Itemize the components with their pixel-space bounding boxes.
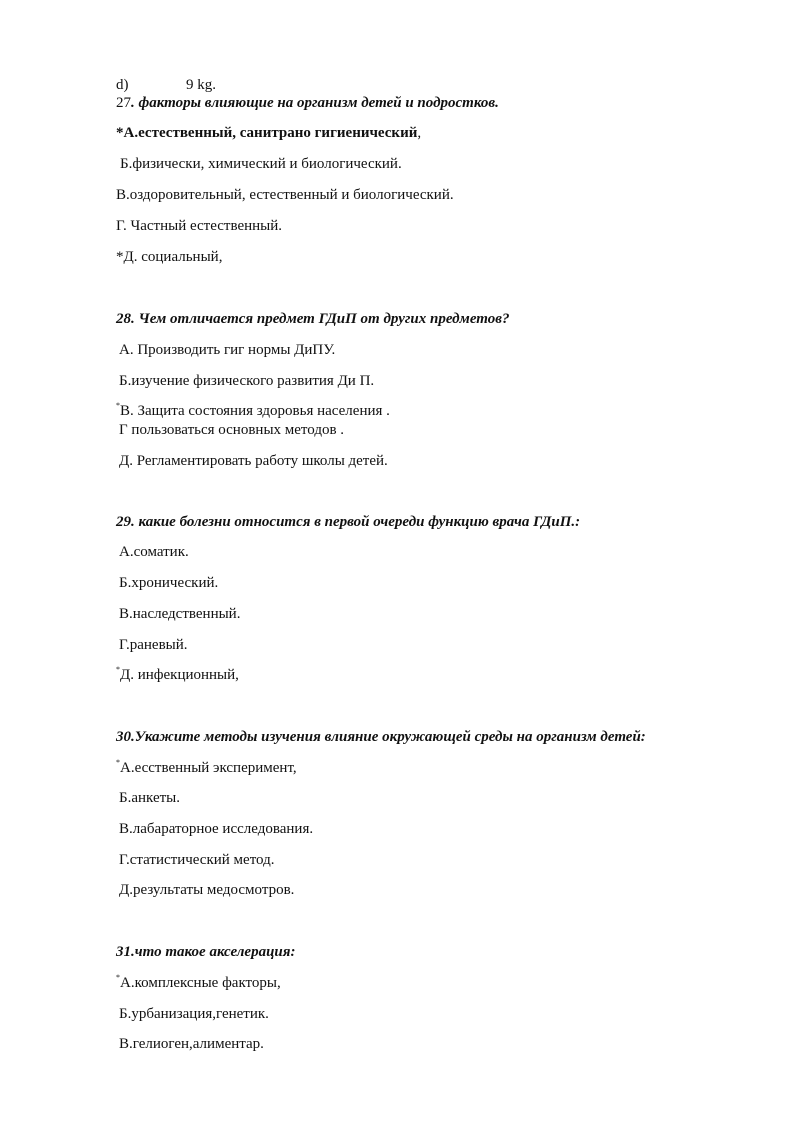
q28-option-c (116, 402, 390, 420)
q29-option-e (116, 666, 239, 684)
q31-option-c: В.гелиоген,алиментар. (119, 1036, 264, 1052)
q28-option-c-star: * (116, 401, 120, 410)
q29-option-e-star: * (116, 665, 120, 674)
question-28-title: 28. Чем отличается предмет ГДиП от других предметов? (116, 311, 510, 327)
prev-answer-letter: d) (116, 77, 129, 93)
q30-option-b: Б.анкеты. (119, 790, 181, 806)
question-29-title: 29. какие болезни относится в первой очереди функцию врача ГДиП.: (116, 514, 581, 530)
q29-option-e-text: Д. инфекционный, (120, 667, 239, 683)
q29-option-c: В.наследственный. (119, 606, 241, 622)
q27-option-a (116, 124, 421, 142)
q31-option-b: Б.урбанизация,генетик. (119, 1006, 269, 1022)
q30-option-a (116, 759, 297, 777)
q28-option-c-text: В. Защита состояния здоровья населения . (120, 403, 390, 419)
question-27-number: 27 (116, 95, 131, 111)
q28-option-d: Г пользоваться основных методов . (119, 422, 345, 438)
q27-option-c: В.оздоровительный, естественный и биологический. (116, 187, 454, 203)
q31-option-a (116, 974, 281, 992)
q28-option-b: Б.изучение физического развития Ди П. (119, 373, 375, 389)
q28-option-a: А. Производить гиг нормы ДиПУ. (119, 342, 336, 358)
q27-option-a-text: А.естественный, санитрано гигиенический (123, 125, 418, 141)
q28-option-e: Д. Регламентировать работу школы детей. (119, 453, 388, 469)
q30-option-d: Г.статистический метод. (119, 852, 275, 868)
q31-option-a-star: * (116, 973, 120, 982)
q27-option-a-tail: , (417, 125, 422, 141)
q29-option-d: Г.раневый. (119, 637, 188, 653)
q29-option-a: А.соматик. (119, 544, 189, 560)
q30-option-a-star: * (116, 758, 120, 767)
question-30-title: 30.Укажите методы изучения влияние окружающей среды на организм детей: (116, 729, 646, 745)
question-31-title: 31.что такое акселерация: (116, 944, 296, 960)
q30-option-e: Д.результаты медосмотров. (119, 882, 295, 898)
q30-option-c: В.лабараторное исследования. (119, 821, 314, 837)
q27-option-d: Г. Частный естественный. (116, 218, 283, 234)
prev-answer-value: 9 kg. (186, 77, 216, 93)
q29-option-b: Б.хронический. (119, 575, 219, 591)
q27-option-b: Б.физически, химический и биологический. (120, 156, 402, 172)
question-27-title (116, 94, 499, 112)
q27-option-e: *Д. социальный, (116, 249, 223, 265)
q31-option-a-text: А.комплексные факторы, (120, 975, 281, 991)
q30-option-a-text: А.есственный эксперимент, (120, 760, 297, 776)
q27-option-a-star: * (116, 125, 124, 141)
question-27-text: . факторы влияющие на организм детей и подростков. (131, 95, 499, 111)
